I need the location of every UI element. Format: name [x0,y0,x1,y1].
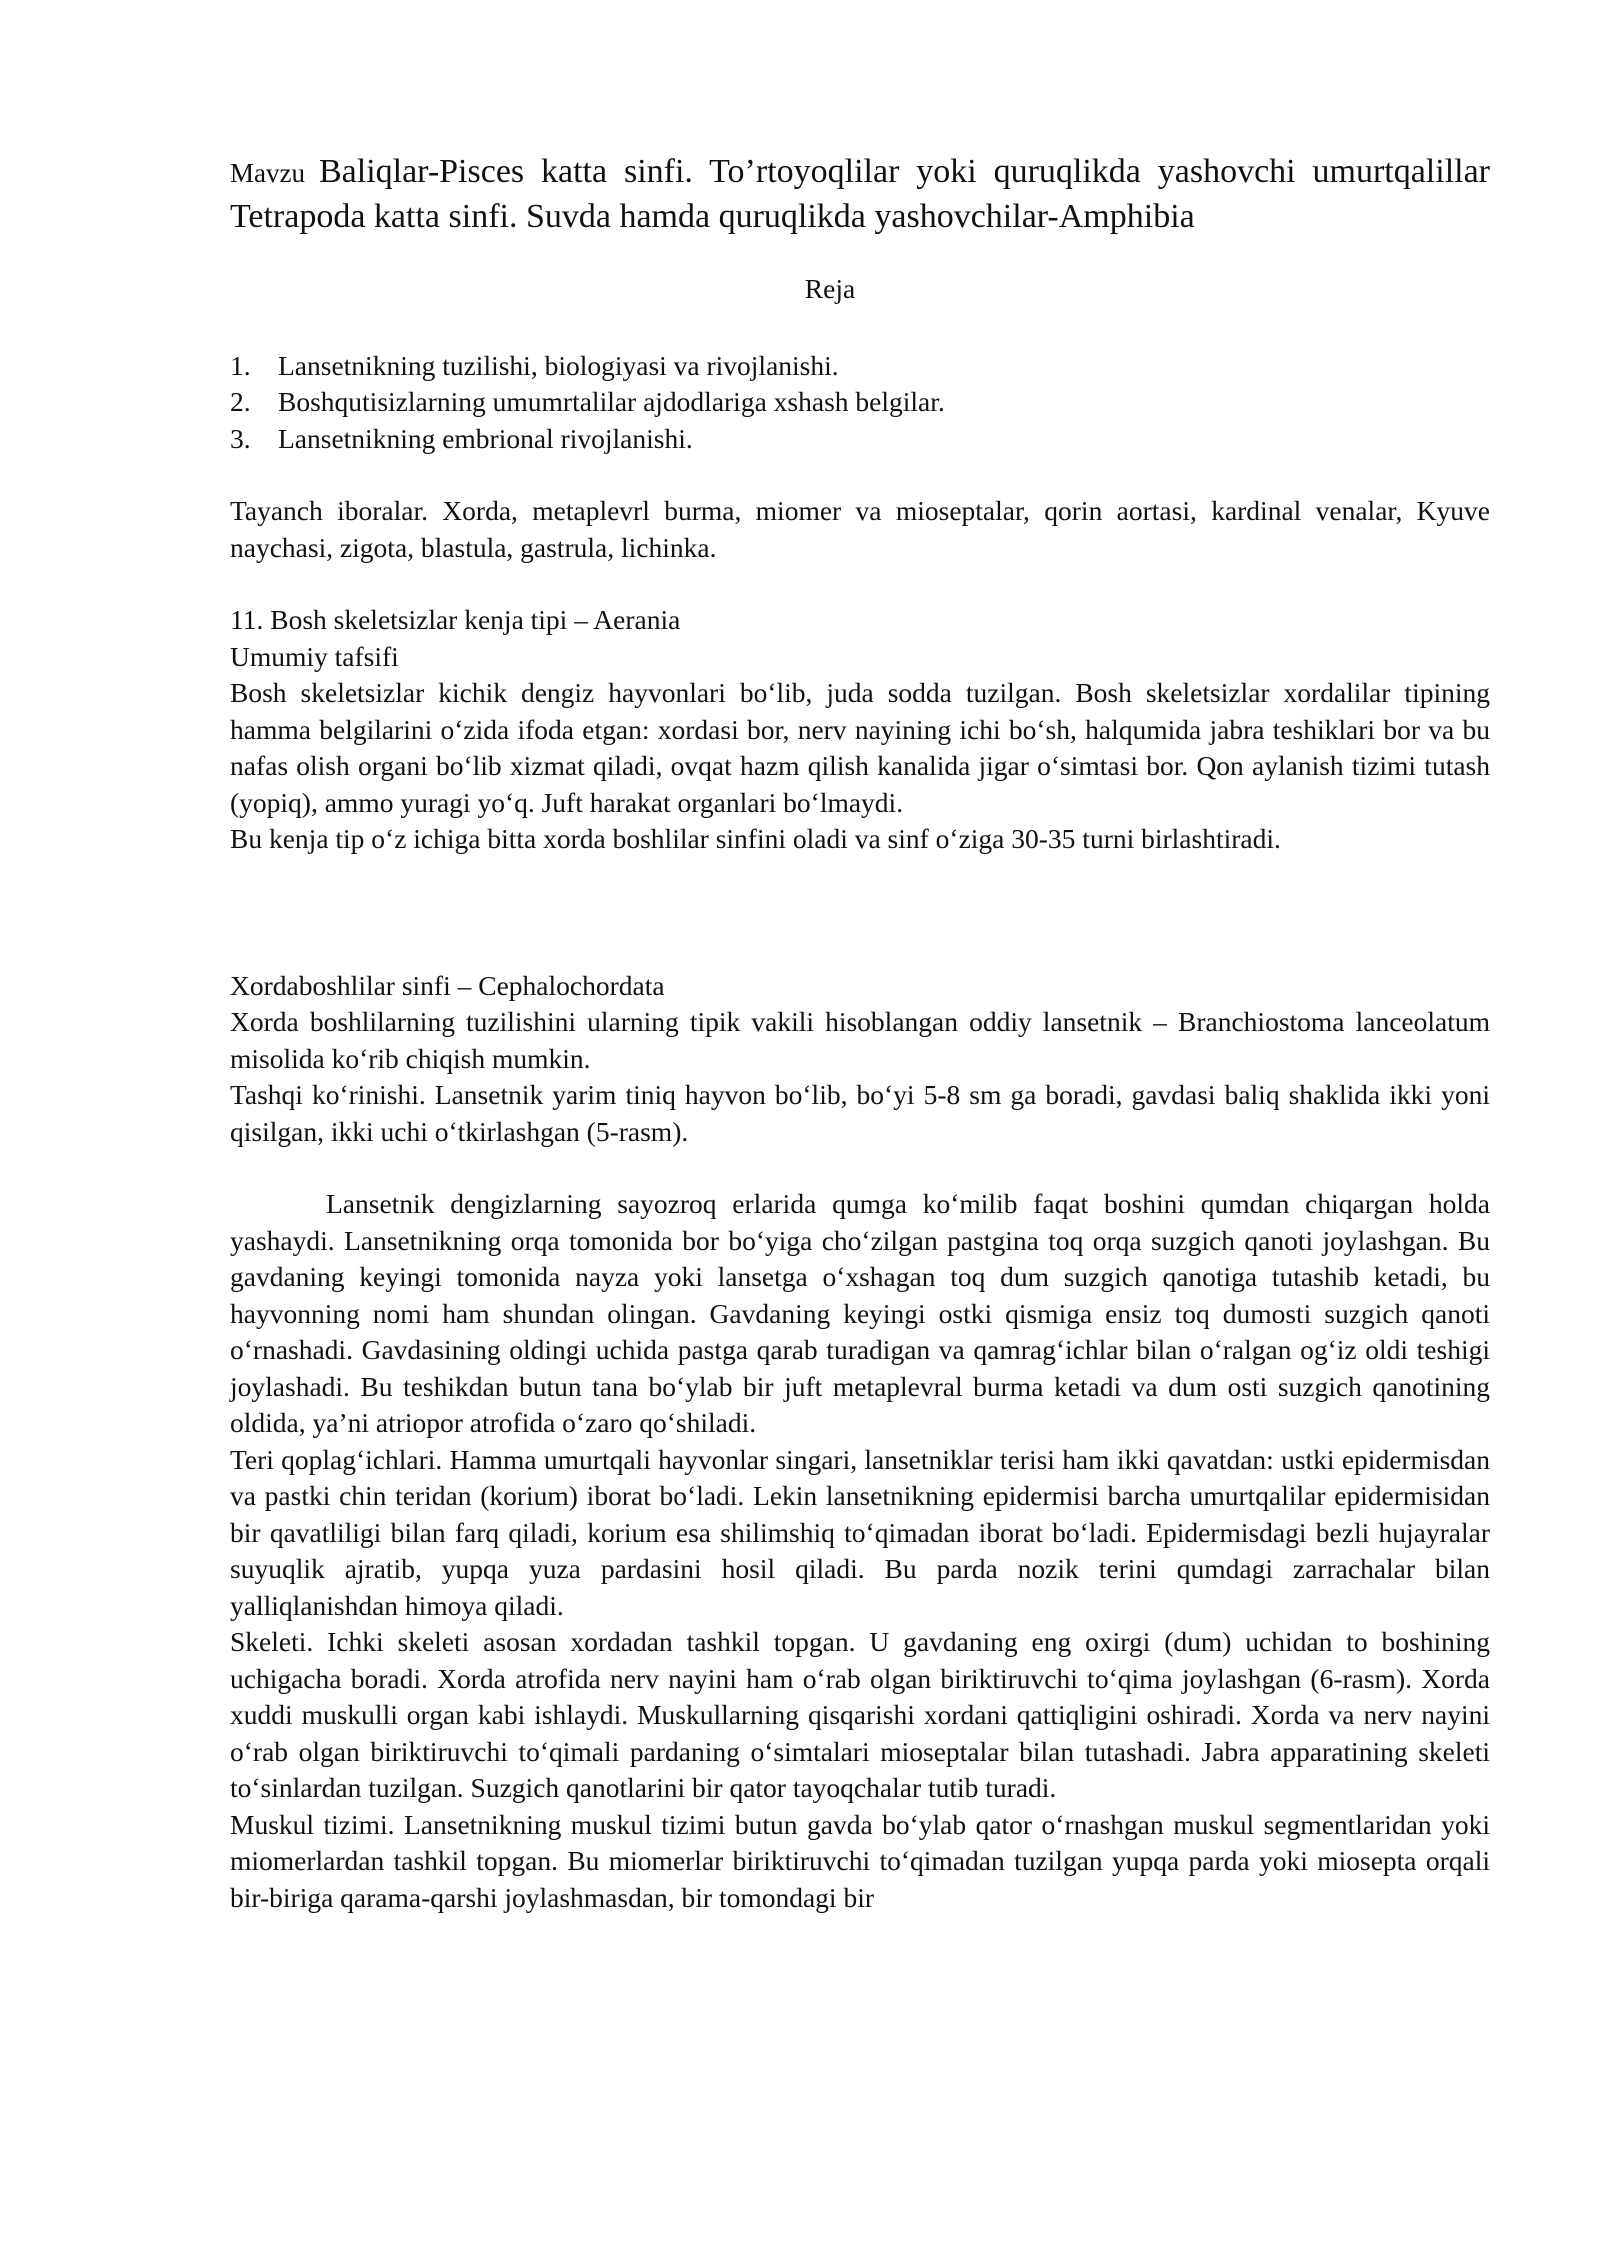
mavzu-label: Mavzu [230,158,305,188]
plan-heading: Reja [804,273,856,304]
paragraph: Xorda boshlilarning tuzilishini ularning tipik vakili hisoblangan oddiy lansetnik – Branchiostoma lanceolatum misolida ko‘rib chiqish mumkin. [230,1006,1490,1074]
paragraph: Tashqi ko‘rinishi. Lansetnik yarim tiniq hayvon bo‘lib, bo‘yi 5-8 sm ga boradi, gavdasi baliq shaklida ikki yoni qisilgan, ikki uchi o‘tkirlashgan (5-rasm). [230,1079,1490,1147]
plan-item-text: Lansetnikning embrional rivojlanishi. [278,422,693,454]
plan-item-number: 1. [230,349,251,381]
paragraph: Lansetnik dengizlarning sayozroq erlarida qumga ko‘milib faqat boshini qumdan chiqargan holda yashaydi. Lansetnikning orqa tomonida bor bo‘yiga cho‘zilgan pastgina toq orqa suzgich qanoti joylashgan. Bu gavdaning keyingi tomonida nayza yoki lansetga o‘xshagan toq dum suzgich qanotiga tutashib ketadi, bu hayvonning nomi ham shundan olingan. Gavdaning keyingi ostki qismiga ensiz toq dumosti suzgich qanoti o‘rnashadi. Gavdasining oldingi uchida pastga qarab turadigan va qamrag‘ichlar bilan o‘ralgan og‘iz oldi teshigi joylashadi. Bu teshikdan butun tana bo‘ylab bir juft metaplevral burma ketadi va dum osti suzgich qanotining oldida, ya’ni atriopor atrofida o‘zaro qo‘shiladi. [230,1188,1490,1438]
paragraph: Bosh skeletsizlar kichik dengiz hayvonlari bo‘lib, juda sodda tuzilgan. Bosh skeletsizlar xordalilar tipining hamma belgilarini o‘zida ifoda etgan: xordasi bor, nerv nayining ichi bo‘sh, halqumida jabra teshiklari bor va bu nafas olish organi bo‘lib xizmat qiladi, ovqat hazm qilish kanalida jigar o‘simtasi bor. Qon aylanish tizimi tutash (yopiq), ammo yuragi yo‘q. Juft harakat organlari bo‘lmaydi. [230,677,1490,818]
paragraph: Muskul tizimi. Lansetnikning muskul tizimi butun gavda bo‘ylab qator o‘rnashgan muskul segmentlaridan yoki miomerlardan tashkil topgan. Bu miomerlar biriktiruvchi to‘qimadan tuzilgan yupqa parda yoki miosepta orqali bir-biriga qarama-qarshi joylashmasdan, bir tomondagi bir [230,1808,1490,1913]
section-subheading: Umumiy tafsifi [230,640,399,672]
paragraph: Bu kenja tip o‘z ichiga bitta xorda boshlilar sinfini oladi va sinf o‘ziga 30-35 turni birlashtiradi. [230,823,1281,854]
plan-item-text: Boshqutisizlarning umumrtalilar ajdodlariga xshash belgilar. [278,386,945,417]
plan-item-number: 2. [230,386,251,417]
section-heading: Xordaboshlilar sinfi – Cephalochordata [230,969,665,1001]
plan-item [230,421,1490,458]
document-title [230,150,1490,238]
title-text: Baliqlar-Pisces katta sinfi. To’rtoyoqlilar yoki quruqlikda yashovchi umurtqalillar Tetrapoda katta sinfi. Suvda hamda quruqlikda yashovchilar-Amphibia [230,153,1490,235]
plan-item-number: 3. [230,422,251,454]
plan-item [230,348,1490,385]
keywords-paragraph: Tayanch iboralar. Xorda, metaplevrl burma, miomer va mioseptalar, qorin aortasi, kardinal venalar, Kyuve naychasi, zigota, blastula, gastrula, lichinka. [230,495,1490,563]
section-heading: 11. Bosh skeletsizlar kenja tipi – Aerania [230,604,681,635]
paragraph: Skeleti. Ichki skeleti asosan xordadan tashkil topgan. U gavdaning eng oxirgi (dum) uchidan to boshining uchigacha boradi. Xorda atrofida nerv nayini ham o‘rab olgan biriktiruvchi to‘qima joylashgan (6-rasm). Xorda xuddi muskulli organ kabi ishlaydi. Muskullarning qisqarishi xordani qattiqligini oshiradi. Xorda va nerv nayini o‘rab olgan biriktiruvchi to‘qimali pardaning o‘simtalari mioseptalar bilan tutashadi. Jabra apparatining skeleti to‘sinlardan tuzilgan. Suzgich qanotlarini bir qator tayoqchalar tutib turadi. [230,1626,1490,1803]
plan-list [230,348,1490,458]
document-page [230,150,1490,1916]
plan-item-text: Lansetnikning tuzilishi, biologiyasi va rivojlanishi. [278,349,839,381]
paragraph: Teri qoplag‘ichlari. Hamma umurtqali hayvonlar singari, lansetniklar terisi ham ikki qavatdan: ustki epidermisdan va pastki chin teridan (korium) iborat bo‘ladi. Lekin lansetnikning epidermisi barcha umurtqalilar epidermisidan bir qavatliligi bilan farq qiladi, korium esa shilimshiq to‘qimadan iborat bo‘ladi. Epidermisdagi bezli hujayralar suyuqlik ajratib, yupqa yuza pardasini hosil qiladi. Bu parda nozik terini qumdagi zarrachalar bilan yalliqlanishdan himoya qiladi. [230,1443,1490,1621]
plan-item [230,384,1490,421]
